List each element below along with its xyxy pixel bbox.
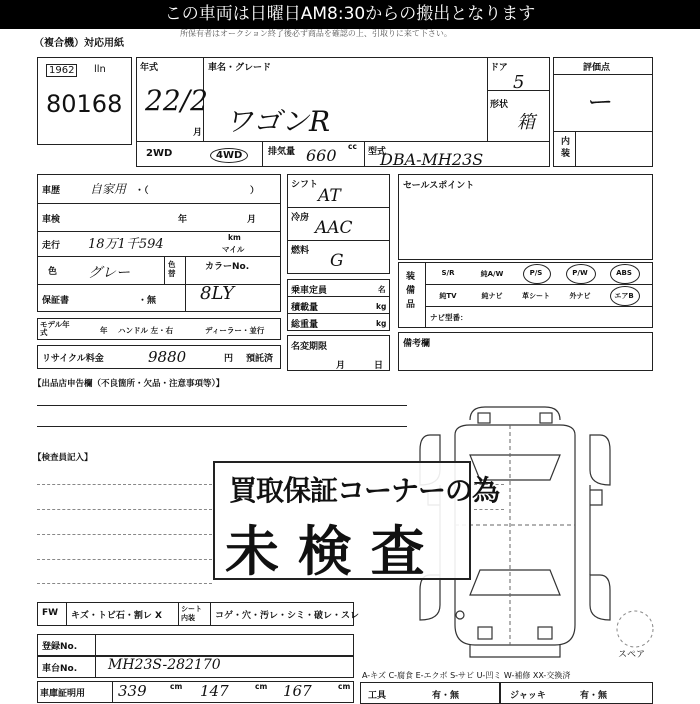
score-value: ー — [585, 88, 612, 118]
damage-legend: A-キズ C-腐食 E-エクボ S-サビ U-凹ミ W-補修 XX-交換済 — [362, 671, 571, 680]
year-month-suffix: 月 — [193, 128, 203, 138]
notes-block — [398, 332, 653, 371]
registration-label: 登録No. — [42, 642, 78, 652]
rear-window-outline — [470, 570, 560, 595]
cert-length-unit: cm — [170, 682, 183, 691]
cert-length: 339 — [118, 682, 147, 700]
cert-width-unit: cm — [255, 682, 268, 691]
exhibitor-label: 【出品店申告欄（不良箇所・欠品・注意事項等）】 — [33, 379, 225, 389]
form-title: （複合機）対応用紙 — [34, 38, 124, 49]
interior-label: 内装 — [561, 137, 571, 159]
door-value: 5 — [513, 72, 525, 93]
sales-point-label: セールスポイント — [403, 181, 475, 191]
recycle-unit: 円 — [224, 354, 234, 364]
year-value: 22/2 — [145, 84, 208, 117]
history-sep: ・（ — [135, 186, 149, 196]
warranty-label: 保証書 — [42, 296, 70, 306]
aircon-value: AAC — [315, 218, 353, 238]
tools-label: 工具 — [368, 691, 387, 701]
rear-right-light — [538, 627, 552, 639]
jack-label: ジャッキ — [510, 691, 546, 701]
capacity-unit: 名 — [378, 285, 386, 294]
color-label: 色 — [48, 267, 58, 277]
equip-genuine-aw: 純A/W — [480, 270, 504, 278]
displacement-label: 排気量 — [268, 147, 296, 157]
cert-height-unit: cm — [338, 682, 351, 691]
inspection-year: 年 — [178, 215, 188, 225]
color-value: グレー — [88, 265, 130, 281]
jack-value: 有・無 — [580, 691, 608, 701]
stamp-line1: 買取保証コーナーの為 — [229, 474, 500, 507]
lot-small-code: 1962 — [46, 64, 77, 77]
equip-ps-circle — [523, 264, 551, 284]
score-label: 評価点 — [583, 63, 611, 73]
cert-width: 147 — [200, 682, 229, 700]
displacement-unit: cc — [348, 142, 357, 151]
lot-box — [37, 57, 132, 145]
recycle-value: 9880 — [148, 348, 187, 366]
mileage-value: 18万1千594 — [88, 237, 164, 252]
chassis-label: 車台No. — [42, 664, 78, 674]
chassis-value: MH23S-282170 — [108, 657, 221, 673]
equip-aftermarket-navi: 外ナビ — [569, 292, 591, 300]
color-code-label: カラーNo. — [205, 262, 250, 272]
capacity-label: 乗車定員 — [291, 286, 328, 296]
stamp-line2: 未 検 査 — [225, 519, 425, 583]
model-value: ワゴンR — [225, 105, 331, 138]
shift-label: シフト — [291, 180, 319, 190]
name-change-month: 月 — [336, 361, 346, 371]
fuel-label: 燃料 — [291, 246, 310, 256]
year-label: 年式 — [140, 63, 159, 73]
model-year-dealer: ディーラー・並行 — [205, 326, 265, 335]
recycle-deposit: 預託済 — [246, 354, 274, 364]
mileage-unit-mile: マイル — [222, 245, 245, 254]
recycle-label: リサイクル料金 — [42, 354, 104, 364]
drive-2wd: 2WD — [146, 148, 173, 159]
body-outline — [455, 425, 575, 645]
equip-genuine-navi: 純ナビ — [481, 292, 503, 300]
history-close: ） — [250, 186, 260, 196]
notes-label: 備考欄 — [403, 339, 431, 349]
shape-label: 形状 — [490, 100, 509, 110]
front-right-light — [540, 413, 552, 423]
equip-abs: ABS — [616, 269, 632, 277]
weight-label: 総重量 — [291, 320, 319, 330]
rear-left-light — [478, 627, 492, 639]
inspection-month: 月 — [247, 215, 257, 225]
equip-leather-seat: 革シート — [522, 292, 550, 300]
load-label: 積載量 — [291, 303, 319, 313]
equip-ps: P/S — [529, 269, 543, 277]
right-front-fender — [590, 435, 610, 485]
seat-legend: コゲ・穴・汚レ・シミ・破レ・スレ — [215, 611, 360, 621]
right-rear-fender — [590, 575, 610, 620]
type-label: 型式 — [368, 147, 387, 157]
model-year-label: モデル年式 — [40, 320, 70, 337]
model-label: 車名・グレード — [208, 63, 272, 73]
color-change-label: 色替 — [168, 260, 176, 278]
mileage-label: 走行 — [42, 241, 61, 251]
spare-label: スペア — [618, 650, 646, 660]
model-year-handle: ハンドル 左・右 — [118, 326, 174, 335]
name-change-day: 日 — [374, 361, 384, 371]
top-notice-strip: 所保有者はオークション終了後必ず商品を確認の上、引取りに来て下さい。 — [180, 29, 452, 38]
equip-airbag: エアB — [614, 292, 634, 300]
cert-height: 167 — [283, 682, 312, 700]
warranty-value: ・無 — [138, 296, 157, 306]
lot-number: 80168 — [46, 90, 123, 118]
registration-row — [37, 634, 354, 656]
equip-sunroof: S/R — [441, 269, 455, 277]
fw-label: FW — [42, 608, 59, 618]
equipment-label: 装備品 — [406, 272, 416, 310]
model-year-year: 年 — [100, 326, 108, 335]
spare-tire-icon — [617, 611, 653, 647]
equip-pw-circle — [566, 264, 596, 284]
shift-value: AT — [318, 186, 341, 206]
equip-genuine-tv: 純TV — [439, 292, 457, 300]
drive-4wd-circled: 4WD — [210, 148, 248, 163]
fw-legend: キズ・トビ石・割レ X — [71, 611, 162, 621]
equip-navi-model-label: ナビ型番： — [430, 313, 468, 322]
seat-label: シート内装 — [181, 605, 202, 622]
no-inspection-stamp — [213, 461, 500, 583]
mileage-unit-km: km — [228, 233, 241, 242]
equip-pw: P/W — [572, 269, 588, 277]
history-value: 自家用 — [90, 182, 127, 196]
front-left-light — [478, 413, 490, 423]
pickup-notice-banner: この車両は日曜日AM8:30からの搬出となります — [0, 0, 700, 29]
displacement-value: 660 — [306, 146, 337, 165]
weight-unit: kg — [376, 319, 387, 328]
fuel-value: G — [330, 251, 344, 271]
load-unit: kg — [376, 302, 387, 311]
shape-value: 箱 — [517, 112, 535, 133]
door-label: ドア — [490, 63, 508, 73]
type-value: DBA-MH23S — [380, 150, 484, 169]
equip-abs-circle — [610, 264, 640, 284]
inspection-label: 車検 — [42, 215, 61, 225]
color-code-value: 8LY — [200, 283, 235, 304]
aircon-label: 冷房 — [291, 213, 310, 223]
lot-small-suffix: lln — [94, 64, 106, 75]
tools-value: 有・無 — [432, 691, 460, 701]
equip-airbag-circle — [610, 286, 640, 306]
rear-bumper-outline — [470, 645, 560, 657]
garage-cert-label: 車庫証明用 — [40, 689, 86, 699]
name-change-label: 名変期限 — [291, 342, 328, 352]
inspector-label: 【検査員記入】 — [33, 453, 93, 463]
history-label: 車歴 — [42, 186, 61, 196]
